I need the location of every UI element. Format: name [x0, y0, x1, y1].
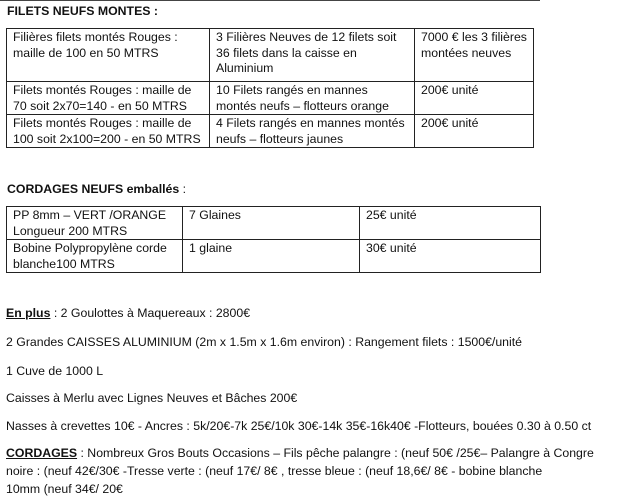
table-cell: 10 Filets rangés en mannes montés neufs – flotteurs orange [210, 82, 415, 115]
cordages-line-2: noire : (neuf 42€/30€ -Tresse verte : (neuf 17€/ 8€ , tresse bleue : (neuf 18,6€/ 8€ - bobine blanche [6, 464, 543, 478]
filets-heading: FILETS NEUFS MONTES : [7, 4, 158, 18]
table-cell: 30€ unité [360, 240, 541, 273]
en-plus-line [6, 306, 250, 322]
table-cell: 25€ unité [360, 207, 541, 240]
table-cell: 3 Filières Neuves de 12 filets soit 36 filets dans la caisse en Aluminium [210, 29, 415, 82]
table-cell: Filets montés Rouges : maille de 70 soit 2x70=140 - en 50 MTRS [7, 82, 210, 115]
cordages-heading [7, 182, 186, 196]
table-row [7, 29, 534, 82]
cordages-label: CORDAGES [6, 446, 78, 460]
cordages-heading-bold: CORDAGES NEUFS emballés [7, 182, 180, 196]
nasses-line: Nasses à crevettes 10€ - Ancres : 5k/20€-7k 25€/10k 30€-14k 35€-16k40€ -Flotteurs, bouées 0.30 à 0.50 ct [6, 419, 592, 433]
table-cell: 200€ unité [415, 82, 534, 115]
table-cell: 4 Filets rangés en mannes montés neufs – flotteurs jaunes [210, 115, 415, 148]
cordages-heading-colon: : [179, 182, 187, 196]
table-cell: PP 8mm – VERT /ORANGE Longueur 200 MTRS [7, 207, 183, 240]
table-cell: Filets montés Rouges : maille de 100 soit 2x100=200 - en 50 MTRS [7, 115, 210, 148]
table-cell: Bobine Polypropylène corde blanche100 MTRS [7, 240, 183, 273]
table-cell: Filières filets montés Rouges : maille de 100 en 50 MTRS [7, 29, 210, 82]
en-plus-text: : 2 Goulottes à Maquereaux : 2800€ [50, 306, 251, 320]
table-row [7, 115, 534, 148]
cordages-line-1 [6, 446, 594, 462]
cordages-table [6, 206, 541, 273]
cuve-line: 1 Cuve de 1000 L [6, 364, 104, 378]
top-rule [0, 0, 540, 1]
table-cell: 1 glaine [183, 240, 360, 273]
table-cell: 7000 € les 3 filières montées neuves [415, 29, 534, 82]
table-row [7, 240, 541, 273]
filets-table [6, 28, 534, 148]
table-row [7, 82, 534, 115]
table-cell: 7 Glaines [183, 207, 360, 240]
en-plus-label: En plus [6, 306, 51, 320]
cordages-text-1: : Nombreux Gros Bouts Occasions – Fils pêche palangre : (neuf 50€ /25€– Palangre à Congre [77, 446, 594, 460]
merlu-line: Caisses à Merlu avec Lignes Neuves et Bâches 200€ [6, 391, 298, 405]
table-cell: 200€ unité [415, 115, 534, 148]
cordages-line-3: 10mm (neuf 34€/ 20€ [6, 482, 123, 496]
caisses-line: 2 Grandes CAISSES ALUMINIUM (2m x 1.5m x 1.6m environ) : Rangement filets : 1500€/unité [6, 335, 523, 349]
table-row [7, 207, 541, 240]
